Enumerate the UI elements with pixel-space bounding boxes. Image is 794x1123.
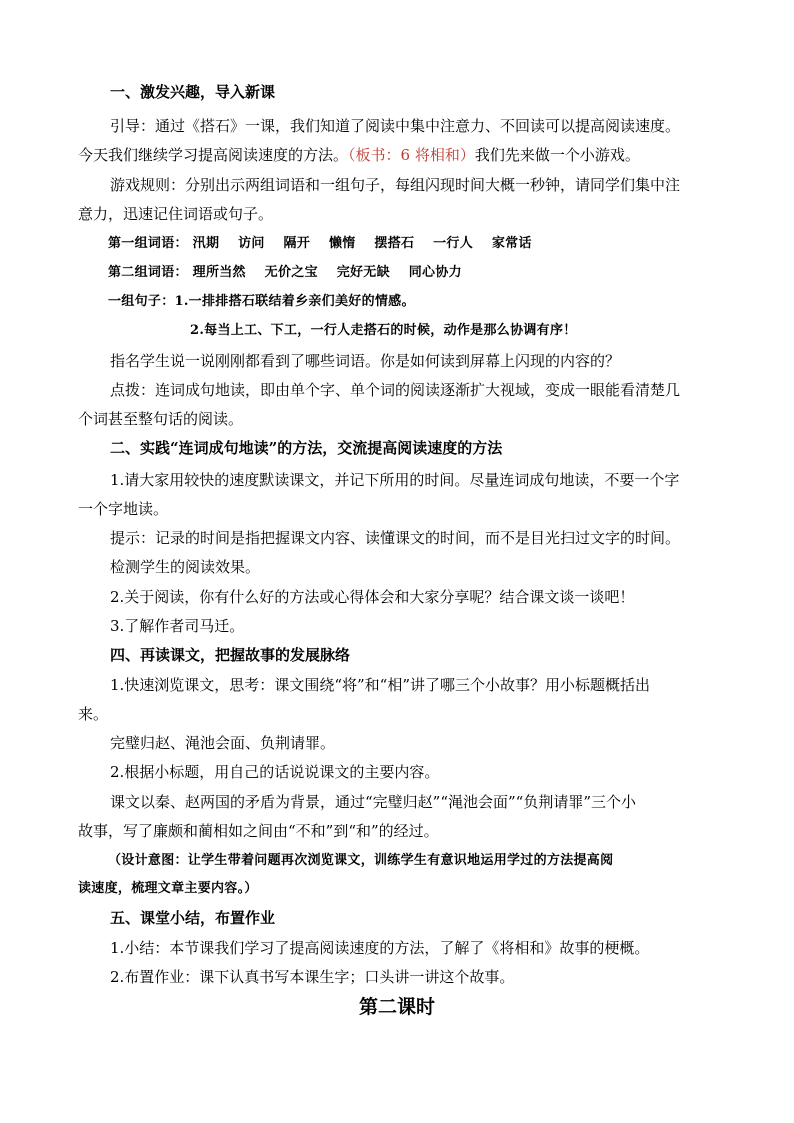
design-intent-line-1: （设计意图：让学生带着问题再次浏览课文，训练学生有意识地运用学过的方法提高阅 <box>108 853 614 868</box>
group1-word: 一行人 <box>433 236 474 251</box>
s5-item2: 2.布置作业：课下认真书写本课生字；口头讲一讲这个故事。 <box>110 968 515 986</box>
section1-heading: 一、激发兴趣，导入新课 <box>110 83 276 101</box>
rules-line-1: 游戏规则：分别出示两组词语和一组句子，每组闪现时间大概一秒钟，请同学们集中注 <box>110 176 681 194</box>
group1-word: 家常话 <box>491 236 532 251</box>
intro-line-2 <box>0 145 794 165</box>
s2-item1-line-1: 1.请大家用较快的速度默读课文，并记下所用的时间。尽量连词成句地读，不要一个字 <box>110 471 680 489</box>
group1-word: 汛期 <box>192 236 220 251</box>
group1-word: 隔开 <box>283 236 311 251</box>
ask-line: 指名学生说一说刚刚都看到了哪些词语。你是如何读到屏幕上闪现的内容的？ <box>110 352 621 370</box>
group1-word: 摆搭石 <box>374 236 415 251</box>
group2-word: 完好无缺 <box>336 265 390 280</box>
section4-heading: 四、再读课文，把握故事的发展脉络 <box>110 646 351 664</box>
s4-item2: 2.根据小标题，用自己的话说说课文的主要内容。 <box>110 763 440 781</box>
tip-line-1: 点拨：连词成句地读，即由单个字、单个词的阅读逐渐扩大视域，变成一眼能看清楚几 <box>110 381 681 399</box>
tip-line-2: 个词甚至整句话的阅读。 <box>78 410 244 428</box>
board-note: （板书：6 将相和） <box>348 146 475 164</box>
group1-word: 懒惰 <box>328 236 356 251</box>
intro-line-1: 引导：通过《搭石》一课，我们知道了阅读中集中注意力、不回读可以提高阅读速度。 <box>110 117 681 135</box>
sentence-1: 1.一排排搭石联结着乡亲们美好的情感。 <box>174 294 415 309</box>
s4-item1-line-1: 1.快速浏览课文，思考：课文围绕“将”和“相”讲了哪三个小故事？用小标题概括出 <box>110 676 650 694</box>
group2-word: 同心协力 <box>408 265 462 280</box>
s2-item1-line-2: 一个字地读。 <box>78 500 169 518</box>
s4-answer2-line-2: 故事，写了廉颇和蔺相如之间由“不和”到“和”的经过。 <box>78 822 439 840</box>
intro-text-b: 我们先来做一个小游戏。 <box>474 146 640 164</box>
s5-item1: 1.小结：本节课我们学习了提高阅读速度的方法，了解了《将相和》故事的梗概。 <box>110 939 650 957</box>
sentences-label: 一组句子： <box>108 294 175 309</box>
s4-answer2-line-1: 课文以秦、赵两国的矛盾为背景，通过“完璧归赵”“渑池会面”“负荆请罪”三个小 <box>110 793 637 811</box>
word-group-2 <box>0 264 794 282</box>
sentence-group <box>0 293 794 311</box>
group2-word: 无价之宝 <box>264 265 318 280</box>
intro-text-a: 今天我们继续学习提高阅读速度的方法。 <box>78 146 349 164</box>
sentence-2: 2.每当上工、下工，一行人走搭石的时候，动作是那么协调有序！ <box>190 323 577 338</box>
section2-heading: 二、实践“连词成句地读”的方法，交流提高阅读速度的方法 <box>110 439 503 457</box>
group2-word: 理所当然 <box>192 265 246 280</box>
rules-line-2: 意力，迅速记住词语或句子。 <box>78 205 274 223</box>
lesson2-title: 第二课时 <box>358 996 435 1018</box>
hint-line: 提示：记录的时间是指把握课文内容、读懂课文的时间，而不是目光扫过文字的时间。 <box>110 529 681 547</box>
s4-answer1: 完璧归赵、渑池会面、负荆请罪。 <box>110 734 336 752</box>
group1-word: 访问 <box>238 236 265 251</box>
s4-item1-line-2: 来。 <box>78 705 109 723</box>
group2-label: 第二组词语： <box>108 265 188 280</box>
design-intent-line-2: 读速度，梳理文章主要内容。） <box>78 881 258 896</box>
check-line: 检测学生的阅读效果。 <box>110 558 261 576</box>
word-group-1 <box>0 235 794 253</box>
s2-item2: 2.关于阅读，你有什么好的方法或心得体会和大家分享呢？结合课文谈一谈吧！ <box>110 588 635 606</box>
s2-item3: 3.了解作者司马迁。 <box>110 617 245 635</box>
section5-heading: 五、课堂小结，布置作业 <box>110 909 276 927</box>
group1-label: 第一组词语： <box>108 236 188 251</box>
